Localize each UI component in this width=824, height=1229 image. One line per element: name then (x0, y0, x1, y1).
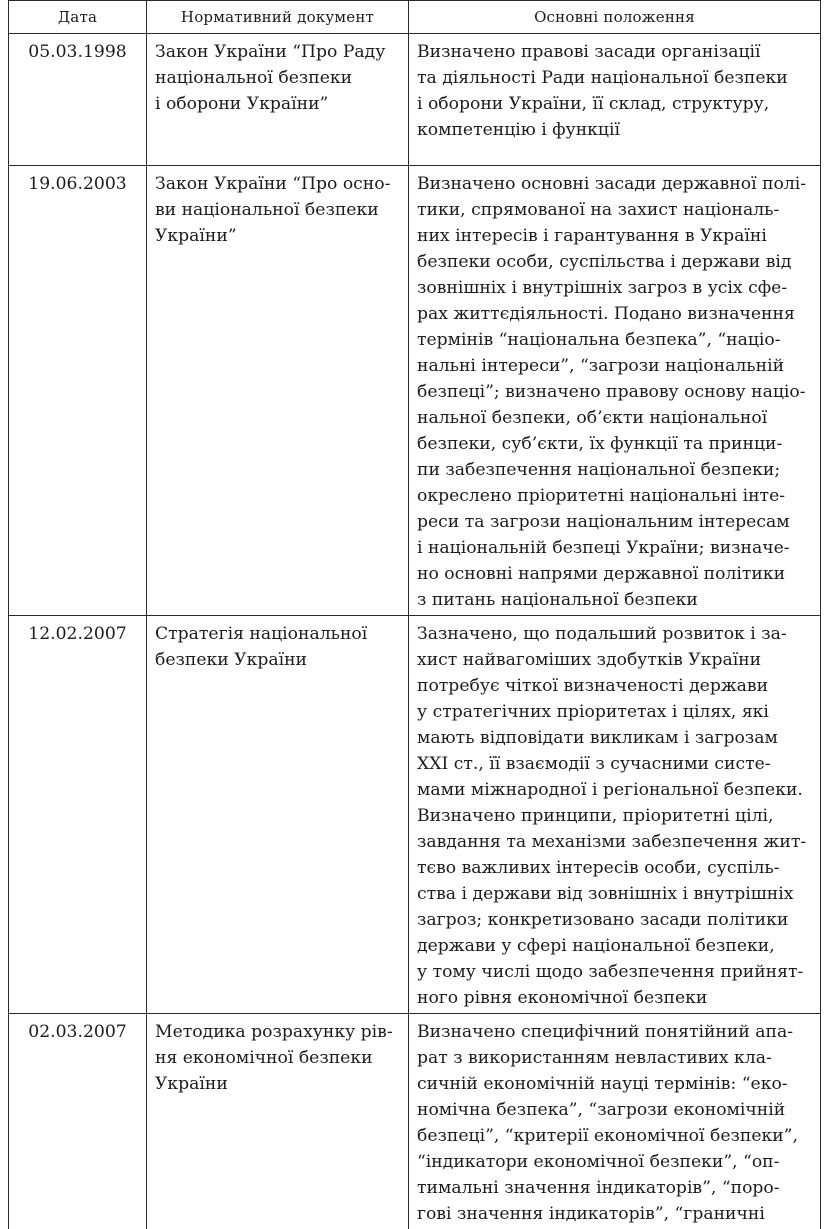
row-provisions: Визначено специфічний понятійний апа- рат з використанням невластивих кла- сичній економічній науці термінів: “еко- номічна безпека”, “загрози економічній безпеці”, “критерії економічної безпеки”, “індикатори економічної безпеки”, “оп- тимальні значення індикаторів”, “поро- гові значення індикаторів”, “граничні (409, 1014, 821, 1229)
table-row (9, 616, 821, 1014)
table-row (9, 1014, 821, 1229)
table-header-row (9, 1, 821, 34)
row-provisions: Визначено правові засади організації та діяльності Ради національної безпеки і оборони України, її склад, структуру, компетенцію і функції (409, 34, 821, 166)
row-date: 12.02.2007 (9, 616, 147, 1014)
header-document: Нормативний документ (147, 1, 409, 34)
row-date: 05.03.1998 (9, 34, 147, 166)
row-provisions: Зазначено, що подальший розвиток і за- хист найвагоміших здобутків України потребує чіткої визначеності держави у стратегічних пріоритетах і цілях, які мають відповідати викликам і загрозам XXI ст., її взаємодії з сучасними систе- мами міжнародної і регіональної безпеки. Визначено принципи, пріоритетні цілі, завдання та механізми забезпечення жит- тєво важливих інтересів особи, суспіль- ства і держави від зовнішніх і внутрішніх загроз; конкретизовано засади політики держави у сфері національної безпеки, у тому числі щодо забезпечення прийнят- ного рівня економічної безпеки (409, 616, 821, 1014)
row-date: 19.06.2003 (9, 166, 147, 616)
row-document: Закон України “Про осно- ви національної безпеки України” (147, 166, 409, 616)
header-provisions: Основні положення (409, 1, 821, 34)
header-date: Дата (9, 1, 147, 34)
row-document: Стратегія національної безпеки України (147, 616, 409, 1014)
regulatory-documents-table (8, 0, 821, 1229)
table-row (9, 166, 821, 616)
row-provisions: Визначено основні засади державної полі- тики, спрямованої на захист національ- них інтересів і гарантування в Україні безпеки особи, суспільства і держави від зовнішніх і внутрішніх загроз в усіх сфе- рах життєдіяльності. Подано визначення термінів “національна безпека”, “націо- нальні інтереси”, “загрози національній безпеці”; визначено правову основу націо- нальної безпеки, об’єкти національної безпеки, суб’єкти, їх функції та принци- пи забезпечення національної безпеки; окреслено пріоритетні національні інте- реси та загрози національним інтересам і національній безпеці України; визначе- но основні напрями державної політики з питань національної безпеки (409, 166, 821, 616)
row-date: 02.03.2007 (9, 1014, 147, 1229)
table-row (9, 34, 821, 166)
document-page (8, 0, 820, 1229)
row-document: Методика розрахунку рів- ня економічної безпеки України (147, 1014, 409, 1229)
row-document: Закон України “Про Раду національної безпеки і оборони України” (147, 34, 409, 166)
